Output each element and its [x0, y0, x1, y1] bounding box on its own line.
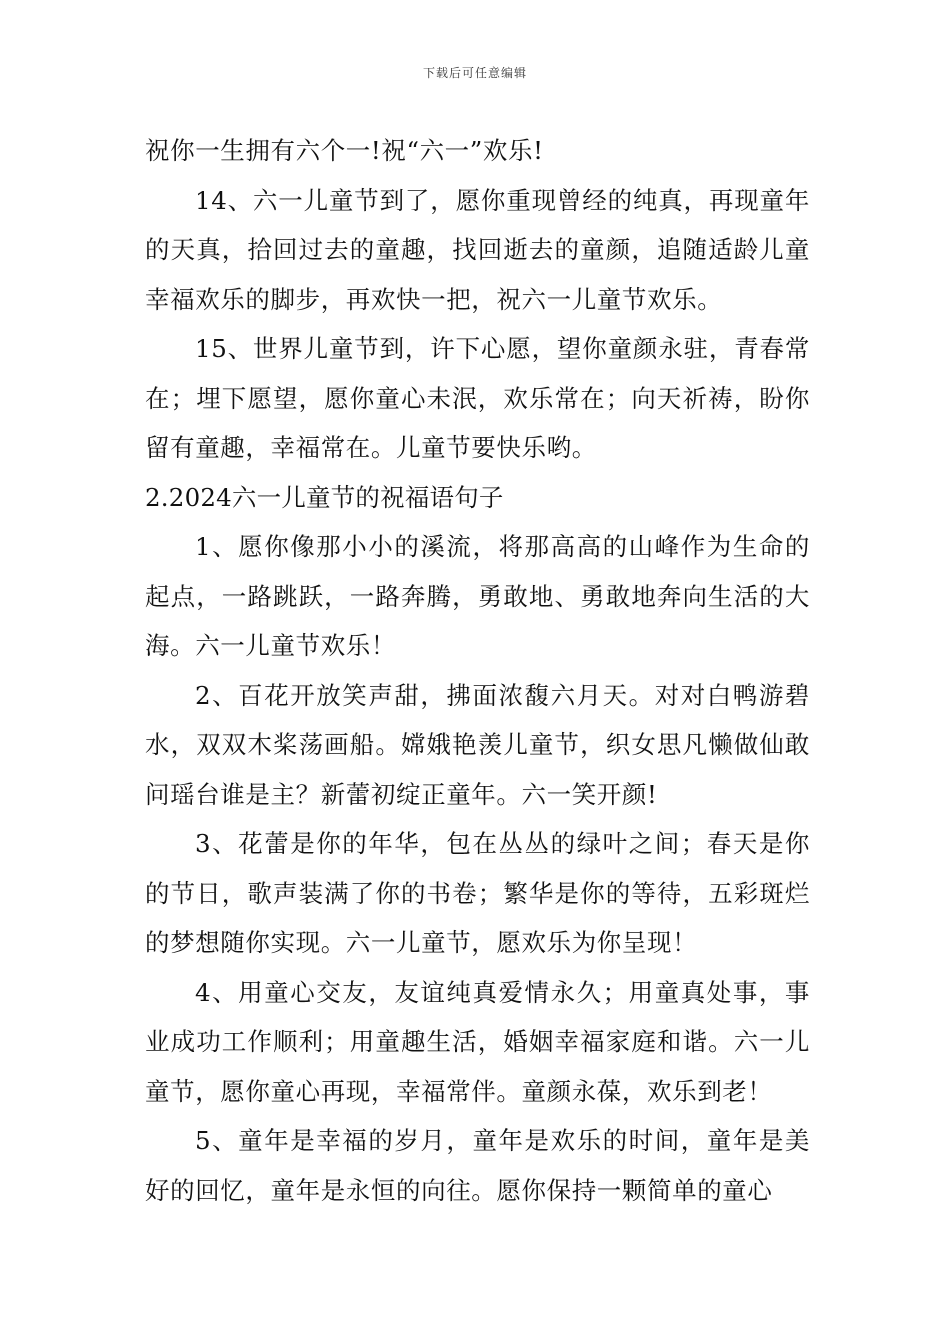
document-body — [145, 126, 810, 1215]
section-heading: 2.2024六一儿童节的祝福语句子 — [145, 482, 504, 512]
paragraph-continuation: 祝你一生拥有六个一!祝“六一”欢乐! — [145, 136, 544, 165]
paragraph-4: 4、用童心交友，友谊纯真爱情永久；用童真处事，事业成功工作顺利；用童趣生活，婚姻幸福家庭和谐。六一儿童节，愿你童心再现，幸福常伴。童颜永葆，欢乐到老！ — [145, 977, 810, 1106]
paragraph-1: 1、愿你像那小小的溪流，将那高高的山峰作为生命的起点，一路跳跃，一路奔腾，勇敢地、勇敢地奔向生活的大海。六一儿童节欢乐！ — [145, 532, 810, 660]
paragraph-14: 14、六一儿童节到了，愿你重现曾经的纯真，再现童年的天真，拾回过去的童趣，找回逝去的童颜，追随适龄儿童幸福欢乐的脚步，再欢快一把，祝六一儿童节欢乐。 — [145, 185, 810, 314]
paragraph-5: 5、童年是幸福的岁月，童年是欢乐的时间，童年是美好的回忆，童年是永恒的向往。愿你保持一颗简单的童心 — [145, 1126, 810, 1205]
header-note: 下载后可任意编辑 — [422, 66, 527, 80]
paragraph-3: 3、花蕾是你的年华，包在丛丛的绿叶之间；春天是你的节日，歌声装满了你的书卷；繁华是你的等待，五彩斑烂的梦想随你实现。六一儿童节，愿欢乐为你呈现！ — [145, 829, 810, 957]
paragraph-15: 15、世界儿童节到，许下心愿，望你童颜永驻，青春常在；埋下愿望，愿你童心未泯，欢乐常在；向天祈祷，盼你留有童趣，幸福常在。儿童节要快乐哟。 — [145, 334, 810, 462]
paragraph-2: 2、百花开放笑声甜，拂面浓馥六月天。对对白鸭游碧水，双双木桨荡画船。嫦娥艳羡儿童节，织女思凡懒做仙敢问瑶台谁是主？新蕾初绽正童年。六一笑开颜! — [145, 680, 810, 809]
